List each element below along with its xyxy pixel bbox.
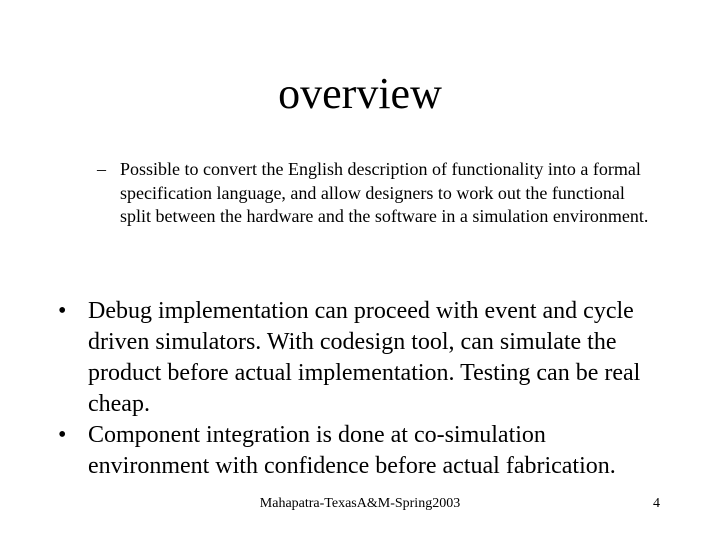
bullet-text: Debug implementation can proceed with event and cycle driven simulators. With codesign tool, can simulate the product before actual implementation. Testing can be real cheap.: [88, 298, 641, 417]
bullet-marker: •: [58, 298, 67, 324]
bullet-text: Component integration is done at co-simulation environment with confidence before actual fabrication.: [88, 422, 616, 479]
sub-bullet-item: [97, 158, 657, 229]
slide-footer: Mahapatra-TexasA&M-Spring2003: [259, 496, 461, 511]
bullet-marker: •: [58, 422, 67, 448]
page-number: 4: [653, 496, 660, 511]
bullet-list: [58, 296, 658, 482]
bullet-item-debug: [58, 296, 658, 420]
sub-bullet-text: Possible to convert the English description of functionality into a formal specification language, and allow designers to work out the functional split between the hardware and the software in a simulation environment.: [120, 159, 649, 226]
bullet-item-integration: [58, 420, 658, 482]
slide-title: overview: [278, 69, 442, 118]
dash-marker: –: [97, 159, 106, 179]
sub-bullet-list: [97, 158, 657, 229]
